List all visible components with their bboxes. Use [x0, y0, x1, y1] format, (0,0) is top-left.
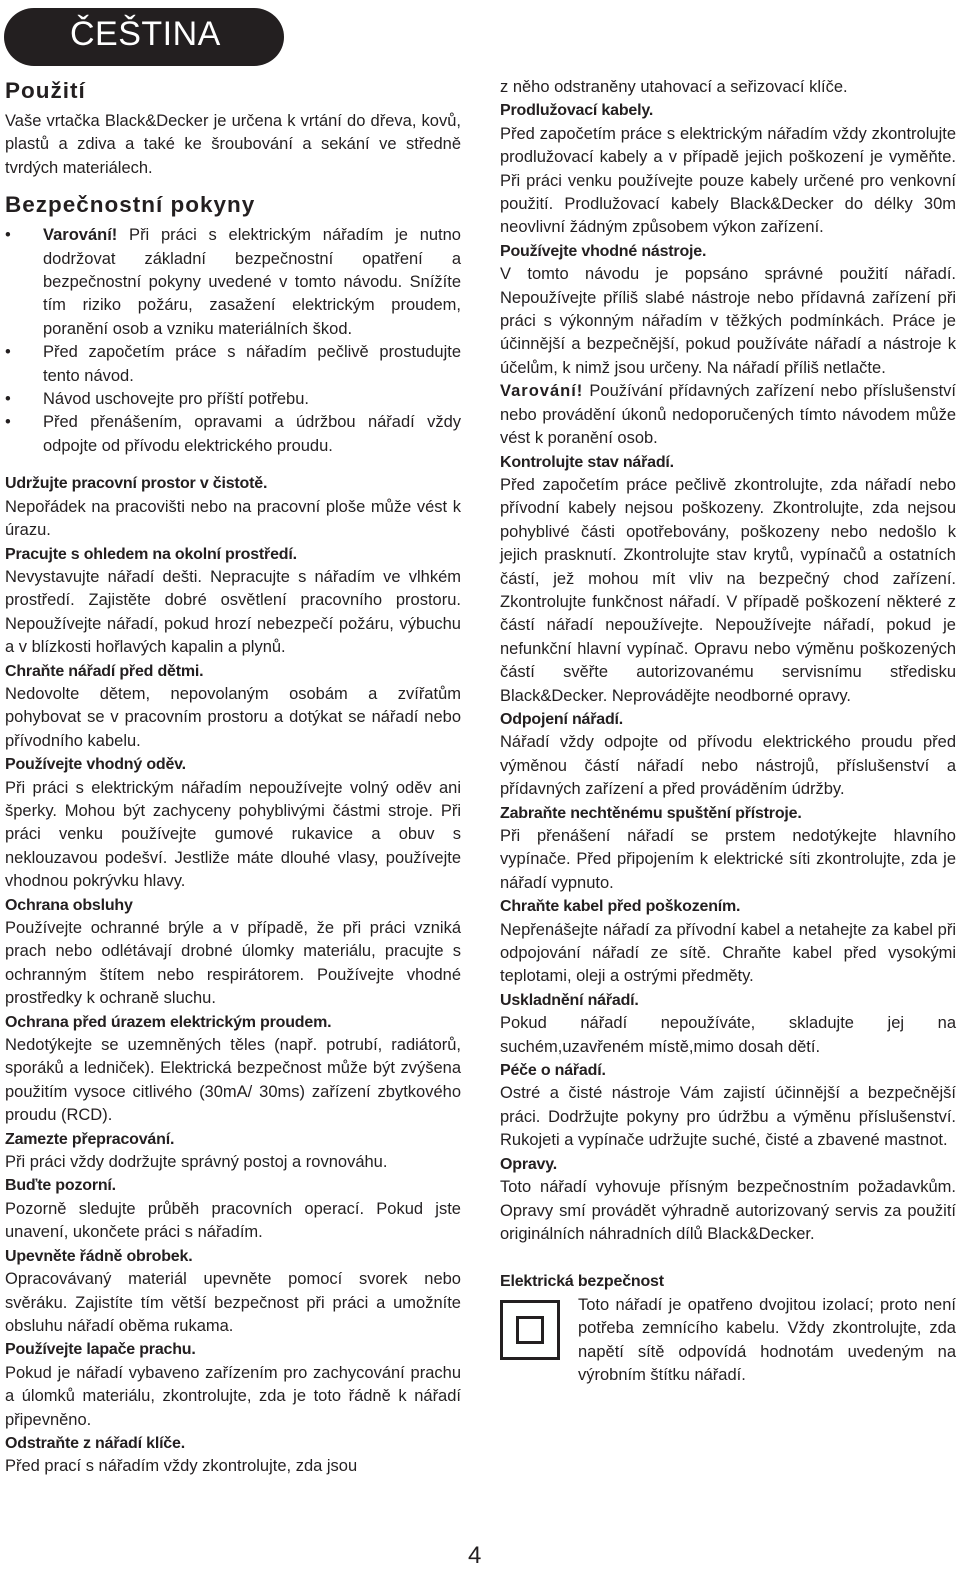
- warning-label: Varování!: [500, 382, 584, 401]
- bullet-item: • Před započetím práce s nářadím pečlivě prostudujte tento návod.: [5, 343, 461, 385]
- section-text: Před prací s nářadím vždy zkontrolujte, zda jsou: [5, 1457, 358, 1476]
- section-title: Upevněte řádně obrobek.: [5, 1247, 193, 1265]
- section-text: Toto nářadí vyhovuje přísným bezpečnostním požadavkům. Opravy smí provádět výhradně autorizovaný servis za použití originálních náhradních dílů Black&Decker.: [500, 1178, 956, 1243]
- section-title: Používejte vhodný oděv.: [5, 756, 186, 774]
- warning-text: Používání přídavných zařízení nebo příslušenství nebo provádění úkonů nedoporučených tímto návodem může vést k poranění osob.: [500, 382, 956, 448]
- section-title: Pracujte s ohledem na okolní prostředí.: [5, 545, 297, 563]
- section-text: Před započetím práce s elektrickým nářadím vždy zkontrolujte prodlužovací kabely a v případě jejich poškození je vyměňte. Při práci venku používejte pouze kabely určené pro venkovní použití. Prodlužovací kabely Black&Decker do délky 30m neovlivní žádným způsobem výkon zařízení.: [500, 124, 956, 237]
- safety-bullet-list: [5, 224, 461, 458]
- electric-text: Toto nářadí je opatřeno dvojitou izolací; proto není potřeba zemnícího kabelu. Vždy zkontrolujte, zda napětí sítě odpovídá hodnotám uvedeným na výrobním štítku nářadí.: [578, 1295, 956, 1384]
- section-text: Pokud nářadí nepoužíváte, skladujte jej na suchém,uzavřeném místě,mimo dosah dětí.: [500, 1014, 956, 1056]
- safety-heading: Bezpečnostní pokyny: [5, 192, 256, 218]
- section-title: Péče o nářadí.: [500, 1062, 606, 1080]
- section-title: Kontrolujte stav nářadí.: [500, 453, 674, 471]
- bullet-item: • Návod uschovejte pro příští potřebu.: [5, 390, 309, 409]
- section-text: Pozorně sledujte průběh pracovních operací. Pokud jste unavení, ukončete práci s nářadím.: [5, 1199, 461, 1242]
- section-text: Ostré a čisté nástroje Vám zajistí účinnější a bezpečnější práci. Dodržujte pokyny pro údržbu a výměnu příslušenství. Rukojeti a vypínače udržujte suché, čisté a zbavené mastnot.: [500, 1084, 956, 1150]
- section-text: Nepřenášejte nářadí za přívodní kabel a netahejte za kabel při odpojování nářadí ze sítě. Chraňte kabel před vysokými teplotami, oleji a ostrými předměty.: [500, 920, 956, 986]
- page-number: 4: [468, 1542, 482, 1569]
- use-heading: Použití: [5, 78, 86, 103]
- section-text: V tomto návodu je popsáno správné použití nářadí. Nepoužívejte příliš slabé nástroje nebo přídavná zařízení při práci s výkonným nářadím v těžkých podmínkách. Práce je účinnější a bezpečnější, pokud používáte nářadí a nástroje k účelům, k nimž jsou určeny. Na nářadí příliš netlačte.: [500, 265, 956, 377]
- language-tab: [4, 8, 284, 66]
- section-title: Ochrana před úrazem elektrickým proudem.: [5, 1013, 332, 1031]
- section-title: Zabraňte nechtěnému spuštění přístroje.: [500, 804, 802, 822]
- section-title: Prodlužovací kabely.: [500, 102, 654, 120]
- section-title: Ochrana obsluhy: [5, 896, 133, 914]
- section-text: Nedotýkejte se uzemněných těles (např. potrubí, radiátorů, sporáků a ledniček). Elektrická bezpečnost může být zvýšena použitím vysoce citlivého (30mA/ 30ms) zařízení zbytkového proudu (RCD).: [5, 1036, 461, 1125]
- section-title: Odstraňte z nářadí klíče.: [5, 1434, 185, 1452]
- section-title: Uskladnění nářadí.: [500, 991, 639, 1009]
- section-title: Odpojení nářadí.: [500, 710, 624, 728]
- section-text: Nevystavujte nářadí dešti. Nepracujte s nářadím ve vlhkém prostředí. Zajistěte dobré osvětlení pracovního prostoru. Nepoužívejte nářadí, pokud hrozí nebezpečí požáru, výbuchu a v blízkosti hořlavých kapalin a plynů.: [5, 567, 461, 657]
- section-title: Udržujte pracovní prostor v čistotě.: [5, 475, 268, 493]
- left-column: [5, 74, 461, 1479]
- section-title: Chraňte kabel před poškozením.: [500, 898, 741, 916]
- section-text: Nedovolte dětem, nepovolaným osobám a zvířatům pohybovat se v pracovním prostoru a dotýkat se nářadí nebo přívodního kabelu.: [5, 684, 461, 750]
- section-text: Při práci s elektrickým nářadím nepoužívejte volný oděv ani šperky. Mohou být zachyceny pohyblivými částmi stroje. Při práci venku používejte gumové rukavice a obuv s neklouzavou podešví. Jestliže máte dlouhé vlasy, používejte vhodnou pokrývku hlavy.: [5, 778, 461, 891]
- warning-paragraph: [500, 380, 956, 450]
- section-title: Buďte pozorní.: [5, 1177, 116, 1195]
- section-text: Nářadí vždy odpojte od přívodu elektrického proudu před výměnou částí nářadí nebo nástrojů, příslušenství a přídavných zařízení a před prováděním údržby.: [500, 733, 956, 799]
- bullet-item: • Varování! Při práci s elektrickým nářadím je nutno dodržovat základní bezpečnostní opatření a bezpečnostní pokyny uvedené v tomto návodu. Snížíte tím riziko požáru, zasažení elektrickým proudem, poranění osob a vzniku materiálních škod.: [5, 226, 461, 338]
- section-text: Při přenášení nářadí se prstem nedotýkejte hlavního vypínače. Před připojením k elektrické síti zkontrolujte, zda je nářadí vypnuto.: [500, 827, 956, 892]
- electric-heading: Elektrická bezpečnost: [500, 1273, 664, 1291]
- section-title: Zamezte přepracování.: [5, 1130, 175, 1148]
- continuation-text: z něho odstraněny utahovací a seřizovací klíče.: [500, 78, 848, 96]
- section-text: Před započetím práce pečlivě zkontrolujte, zda nářadí nebo přívodní kabely nejsou poškozeny. Zkontrolujte, zda nejsou pohyblivé části opotřebovány, poškozeny nebo nedošlo k jejich prasknutí. Zkontrolujte stav krytů, vypínačů a ostatních částí, jež mohou mít vliv na bezpečný chod zařízení. Zkontrolujte funkčnost nářadí. V případě poškození některé z částí nářadí nepoužívejte. Nepoužívejte nářadí, pokud je nefunkční hlavní vypínač. Opravu nebo výměnu poškozených částí svěřte autorizovanému servisnímu středisku Black&Decker. Neprovádějte neodborné opravy.: [500, 475, 956, 705]
- section-title: Používejte lapače prachu.: [5, 1341, 196, 1359]
- bullet-item: • Před přenášením, opravami a údržbou nářadí vždy odpojte od přívodu elektrického proudu.: [5, 413, 461, 455]
- section-text: Opracovávaný materiál upevněte pomocí svorek nebo svěráku. Zajistíte tím větší bezpečnost při práci a umožníte obsluhu nářadí oběma rukama.: [5, 1270, 461, 1335]
- section-text: Používejte ochranné brýle a v případě, že při práci vzniká prach nebo odlétávají drobné úlomky materiálu, pracujte s ochranným štítem nebo respirátorem. Používejte vhodné prostředky k ochraně sluchu.: [5, 919, 461, 1008]
- section-text: Při práci vždy dodržujte správný postoj a rovnováhu.: [5, 1153, 388, 1172]
- section-text: Pokud je nářadí vybaveno zařízením pro zachycování prachu a úlomků materiálu, zkontrolujte, zda je toto řádně k nářadí připevněno.: [5, 1363, 461, 1429]
- section-title: Chraňte nářadí před dětmi.: [5, 662, 204, 680]
- right-column: [500, 76, 956, 1387]
- use-text: Vaše vrtačka Black&Decker je určena k vrtání do dřeva, kovů, plastů a zdiva a také ke šroubování a sekání ve středně tvrdých materiálech.: [5, 112, 461, 177]
- language-label: ČEŠTINA: [70, 15, 221, 53]
- section-text: Nepořádek na pracovišti nebo na pracovní ploše může vést k úrazu.: [5, 497, 461, 540]
- section-title: Opravy.: [500, 1155, 557, 1173]
- section-title: Používejte vhodné nástroje.: [500, 242, 707, 260]
- electric-safety-block: [500, 1294, 956, 1388]
- double-insulation-icon: [500, 1300, 560, 1360]
